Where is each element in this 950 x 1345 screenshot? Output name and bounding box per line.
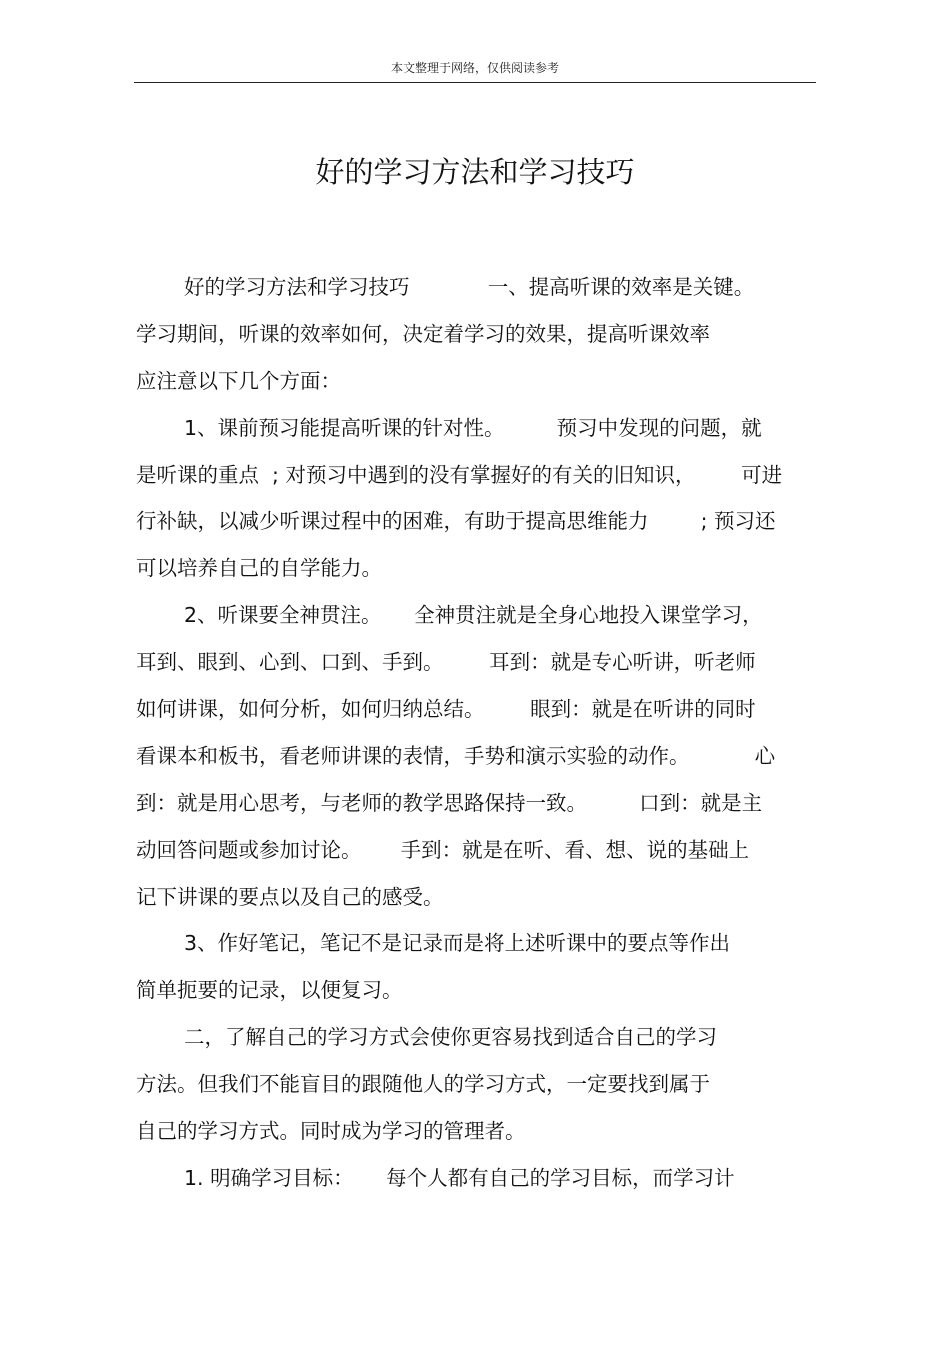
- text-line: 1、课前预习能提高听课的针对性。 预习中发现的问题，就: [184, 415, 762, 440]
- text-line: 应注意以下几个方面：: [136, 368, 341, 393]
- text-line: 行补缺，以减少听课过程中的困难，有助于提高思维能力 ; 预习还: [136, 509, 776, 534]
- document-title: 好的学习方法和学习技巧: [315, 155, 635, 189]
- text-line: 1. 明确学习目标： 每个人都有自己的学习目标，而学习计: [184, 1165, 735, 1190]
- text-line: 二，了解自己的学习方式会使你更容易找到适合自己的学习: [184, 1025, 717, 1050]
- text-line: 学习期间，听课的效率如何，决定着学习的效果，提高听课效率: [136, 321, 710, 346]
- text-line: 好的学习方法和学习技巧 一、提高听课的效率是关键。: [184, 275, 755, 299]
- text-line: 方法。但我们不能盲目的跟随他人的学习方式，一定要找到属于: [136, 1072, 710, 1097]
- text-line: 可以培养自己的自学能力。: [136, 556, 382, 581]
- text-line: 到：就是用心思考，与老师的教学思路保持一致。 口到：就是主: [136, 790, 763, 815]
- text-line: 动回答问题或参加讨论。 手到：就是在听、看、想、说的基础上: [136, 837, 750, 862]
- text-line: 看课本和板书，看老师讲课的表情，手势和演示实验的动作。 心: [136, 743, 776, 768]
- text-line: 耳到、眼到、心到、口到、手到。 耳到：就是专心听讲，听老师: [136, 650, 756, 675]
- text-line: 简单扼要的记录，以便复习。: [136, 978, 403, 1003]
- text-line: 如何讲课，如何分析，如何归纳总结。 眼到：就是在听讲的同时: [136, 697, 756, 722]
- page-header-note: 本文整理于网络，仅供阅读参考: [134, 56, 816, 83]
- document-body: [136, 264, 826, 1202]
- text-line: 记下讲课的要点以及自己的感受。: [136, 884, 444, 909]
- text-line: 2、听课要全神贯注。 全神贯注就是全身心地投入课堂学习，: [184, 603, 763, 628]
- text-line: 自己的学习方式。同时成为学习的管理者。: [136, 1119, 526, 1144]
- text-line: 3、作好笔记，笔记不是记录而是将上述听课中的要点等作出: [184, 931, 731, 956]
- text-line: 是听课的重点 ; 对预习中遇到的没有掌握好的有关的旧知识， 可进: [136, 462, 783, 487]
